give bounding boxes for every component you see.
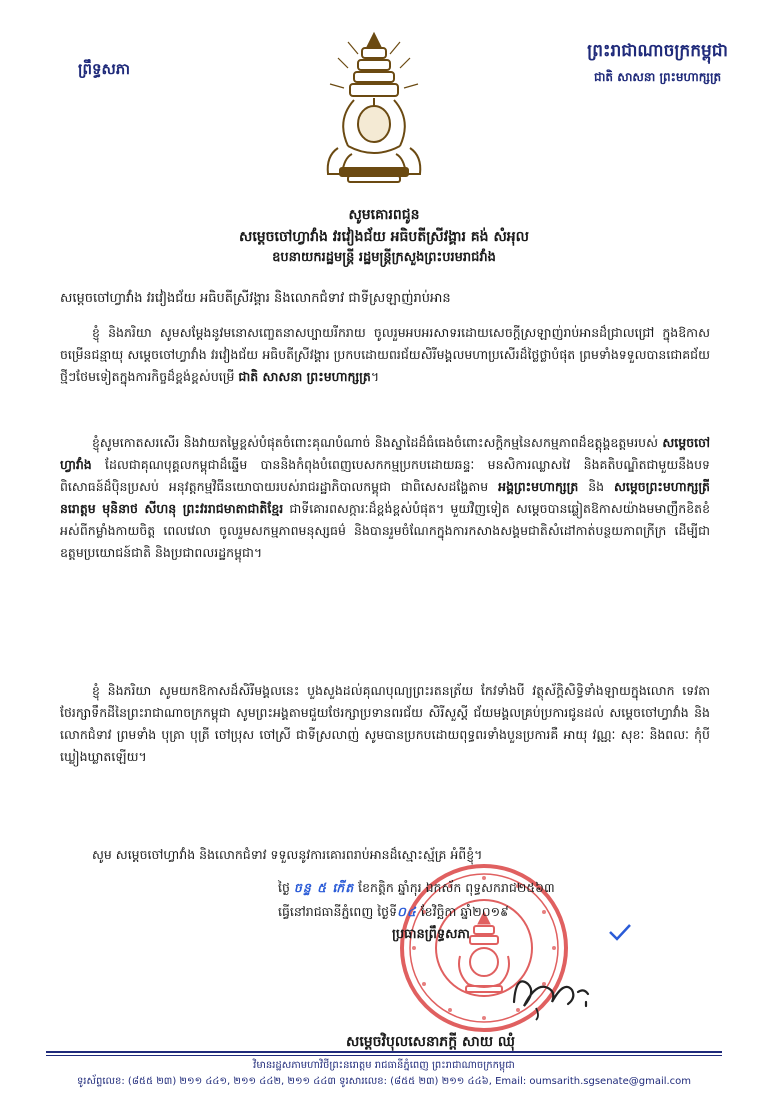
p1-text-b: ជាតិ សាសនា ព្រះមហាក្សត្រ bbox=[238, 369, 371, 384]
p2-text-a: ខ្ញុំសូមកោតសរសើរ និងវាយតម្លៃខ្ពស់បំផុតចំពោះគុណបំណាច់ និងស្នាដៃដ៏ធំធេងចំពោះសក្តិកម្មនៃសកម្មភាពដ៏ឧត្តុង្គឧត្តមរបស់ bbox=[92, 435, 663, 450]
body-paragraph-2 bbox=[60, 432, 710, 564]
p2-text-c: ដែលជាគុណបុគ្គលកម្ពុជាដ៏ឆ្នើម បាននិងកំពុងបំពេញបេសកកម្មប្រកបដោយឆន្ទៈ មនសិការឈ្លាសវៃ និងគតិបណ្ឌិតជាមួយនឹងបទពិសោធន៍ដ៏ប៉ិនប្រសប់ អនុវត្តកម្មវិធីនយោបាយរបស់រាជរដ្ឋាភិបាលកម្ពុជា ជាពិសេសដង្ហែតាម bbox=[60, 457, 710, 494]
p2-text-d: អង្គព្រះមហាក្សត្រ bbox=[498, 479, 579, 494]
signer-name: សម្តេចវិបុលសេនាភក្តី សាយ ឈុំ bbox=[346, 1034, 516, 1050]
lunar-date-prefix: ថ្ងៃ bbox=[278, 880, 290, 895]
lunar-date-suffix: ខែកត្តិក ឆ្នាំកុរ ឯកស័ក ពុទ្ធសករាជ២៥៦៣ bbox=[354, 880, 555, 895]
address-line-2: សម្តេចចៅហ្វាវាំង វរវៀងជ័យ អធិបតីស្រីវង្គារ គង់ សំអុល bbox=[239, 228, 529, 245]
body-paragraph-1 bbox=[60, 322, 710, 388]
handwritten-signature-icon bbox=[506, 962, 596, 1022]
footer-divider bbox=[46, 1051, 722, 1053]
solar-date-handwritten: ០៤ bbox=[397, 904, 417, 919]
p2-text-e: និង bbox=[578, 479, 614, 494]
president-title: ប្រធានព្រឹទ្ធសភា bbox=[392, 927, 470, 942]
senate-emblem-icon bbox=[318, 28, 430, 188]
kingdom-motto: ជាតិ សាសនា ព្រះមហាក្សត្រ bbox=[593, 70, 722, 84]
footer-address: វិមានរដ្ឋសភាមហាវិថីព្រះនរោត្តម រាជធានីភ្នំពេញ ព្រះរាជាណាចក្រកម្ពុជា bbox=[253, 1060, 515, 1071]
body-paragraph-4 bbox=[60, 844, 710, 866]
salutation: សម្តេចចៅហ្វាវាំង វរវៀងជ័យ អធិបតីស្រីវង្គារ និងលោកជំទាវ ជាទីស្រឡាញ់រាប់អាន bbox=[60, 291, 451, 306]
senate-label: ព្រឹទ្ធសភា bbox=[78, 60, 131, 78]
address-line-1: សូមគោរពជូន bbox=[348, 207, 420, 223]
lunar-date-line bbox=[278, 876, 555, 900]
solar-date-prefix: ធ្វើនៅរាជធានីភ្នំពេញ ថ្ងៃទី bbox=[278, 904, 398, 919]
address-line-3: ឧបនាយករដ្ឋមន្ត្រី រដ្ឋមន្ត្រីក្រសួងព្រះបរមរាជវាំង bbox=[272, 250, 496, 266]
solar-date-line bbox=[278, 900, 555, 924]
p2-text-b: សម្តេចចៅហ្វាវាំង bbox=[60, 435, 710, 472]
p4-text: សូម សម្តេចចៅហ្វាវាំង និងលោកជំទាវ ទទួលនូវការគោរពរាប់អានដ៏ស្មោះស្ម័គ្រ អំពីខ្ញុំ។ bbox=[92, 847, 483, 862]
p2-text-f: សម្តេចព្រះមហាក្សត្រី នរោត្តម មុនិនាថ សីហនុ ព្រះវររាជមាតាជាតិខ្មែរ bbox=[60, 479, 710, 516]
footer-phone-email: ទូរស័ព្ទលេខ: (៨៥៥ ២៣) ២១១ ៤៤១, ២១១ ៤៤២, ២១១ ៤៤៣ ទូរសារលេខ: (៨៥៥ ២៣) ២១១ ៤៤៦, Email: oumsarith.sgsenate@gmail.com bbox=[76, 1076, 692, 1087]
lunar-date-handwritten: ចន្ទ ៥ កើត bbox=[293, 880, 355, 895]
body-paragraph-3 bbox=[60, 680, 710, 768]
solar-date-suffix: ខែវិច្ឆិកា ឆ្នាំ២០១៩ bbox=[416, 904, 509, 919]
addressee-block bbox=[0, 205, 768, 269]
p1-text-c: ។ bbox=[370, 369, 380, 384]
p1-text-a: ខ្ញុំ និងភរិយា សូមសម្តែងនូវមនោសញ្ចេតនាសប្បាយរីករាយ ចូលរួមអបអរសាទរដោយសេចក្តីស្រឡាញ់រាប់អានដ៏ជ្រាលជ្រៅ ក្នុងឱកាសចម្រើនជន្មាយុ សម្តេចចៅហ្វាវាំង វរវៀងជ័យ អធិបតីស្រីវង្គារ ប្រកបដោយពរជ័យសិរីមង្គលមហាប្រសើរដ៏ថ្លៃថ្លាបំផុត ព្រមទាំងទទួលបានជោគជ័យថ្មីៗថែមទៀតក្នុងការកិច្ចដ៏ខ្ពង់ខ្ពស់បម្រើ bbox=[60, 325, 710, 384]
kingdom-title: ព្រះរាជាណាចក្រកម្ពុជា bbox=[587, 41, 728, 61]
p2-text-g: ជាទីគោរពសក្ការៈដ៏ខ្ពង់ខ្ពស់បំផុត។ មួយវិញទៀត សម្តេចបានឆ្លៀតឱកាសយ៉ាងមមាញឹកខិតខំអស់ពីកម្លាំងកាយចិត្ត ពេលវេលា ចូលរួមសកម្មភាពមនុស្សធម៌ និងបានរួមចំណែកក្នុងការកសាងសង្គមជាតិសំដៅកាត់បន្ថយភាពក្រីក្រ ដើម្បីជាឧត្តមប្រយោជន៍ជាតិ និងប្រជាពលរដ្ឋកម្ពុជា។ bbox=[60, 501, 711, 560]
date-block bbox=[278, 876, 555, 924]
footer-divider-thin bbox=[46, 1055, 722, 1056]
footer-contact bbox=[40, 1058, 728, 1090]
kingdom-header bbox=[587, 40, 728, 87]
p3-text: ខ្ញុំ និងភរិយា សូមយកឱកាសដ៏សិរីមង្គលនេះ បួងសួងដល់គុណបុណ្យព្រះរតនត្រ័យ កែវទាំងបី វត្ថុស័ក្តិសិទ្ធិទាំងឡាយក្នុងលោក ទេវតាថែរក្សាទឹកដីនៃព្រះរាជាណាចក្រកម្ពុជា សូមព្រះអង្គតាមជួយថែរក្សាប្រទានពរជ័យ សិរីសួស្តី ជ័យមង្គលគ្រប់ប្រការជូនដល់ សម្តេចចៅហ្វាវាំង និងលោកជំទាវ ព្រមទាំង បុត្រា បុត្រី ចៅប្រុស ចៅស្រី ជាទីស្រលាញ់ សូមបានប្រកបដោយពុទ្ធពរទាំងបួនប្រការគឺ អាយុ វណ្ណៈ សុខៈ និងពលៈ កុំបីឃ្លៀងឃ្លាតឡើយ។ bbox=[60, 683, 710, 764]
handwritten-tick-icon bbox=[608, 922, 632, 942]
